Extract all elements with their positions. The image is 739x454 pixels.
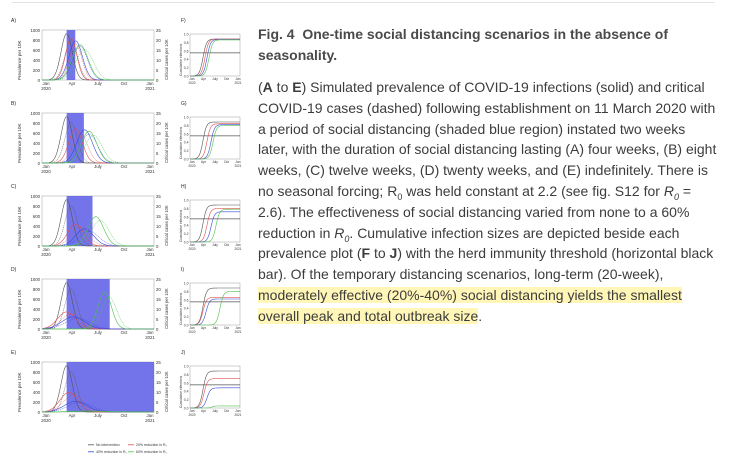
x-tick-label-cumulative: Jan	[189, 243, 195, 247]
x-tick-label: Apr	[68, 247, 76, 252]
x-year-label-cumulative: 2021	[234, 81, 242, 85]
x-tick-label-cumulative: Jan	[235, 326, 241, 330]
cumulative-curve	[190, 39, 240, 76]
cumulative-curve	[190, 40, 240, 77]
prevalence-plot-frame	[42, 196, 154, 246]
x-tick-label-cumulative: Apr	[201, 77, 206, 81]
x-year-label: 2020	[41, 86, 51, 91]
y-tick-label-cumulative: 0.0	[183, 406, 189, 411]
y-tick-label-right: 5	[156, 317, 159, 322]
cumulative-plot-frame	[190, 34, 240, 76]
y-tick-label-cumulative: 0.6	[183, 49, 189, 54]
y-axis-label-right: Critical cases per 10K	[164, 39, 169, 80]
y-tick-label-cumulative: 0.2	[183, 66, 189, 71]
x-tick-label-cumulative: Oct	[224, 160, 229, 164]
panel-letter-left: C)	[11, 184, 17, 190]
x-tick-label: Jan	[42, 330, 50, 335]
y-tick-label-cumulative: 1.0	[183, 281, 189, 286]
y-tick-label-right: 5	[156, 68, 159, 73]
x-tick-label-cumulative: Jan	[235, 77, 241, 81]
x-tick-label: Oct	[120, 330, 128, 335]
x-year-label-cumulative: 2020	[188, 164, 196, 168]
x-year-label-cumulative: 2021	[234, 413, 242, 417]
y-tick-label-cumulative: 1.0	[183, 364, 189, 369]
x-tick-label: Jan	[42, 247, 50, 252]
y-tick-label-cumulative: 0.4	[183, 140, 189, 145]
legend-label: 60% reduction in R₀	[136, 450, 168, 454]
y-tick-label-right: 0	[156, 244, 159, 249]
prevalence-plot-frame	[42, 30, 154, 80]
y-tick-label-cumulative: 0.4	[183, 306, 189, 311]
x-year-label-cumulative: 2021	[234, 164, 242, 168]
x-tick-label-cumulative: Oct	[224, 326, 229, 330]
x-tick-label-cumulative: Apr	[201, 243, 206, 247]
x-year-label: 2020	[41, 335, 51, 340]
x-year-label: 2021	[145, 418, 155, 423]
x-tick-label: Apr	[68, 330, 76, 335]
critical-cases-curve	[42, 50, 154, 81]
x-tick-label-cumulative: Jan	[189, 160, 195, 164]
y-tick-label-cumulative: 1.0	[183, 198, 189, 203]
cumulative-curve	[190, 297, 240, 325]
y-tick-label: 1000	[30, 277, 40, 282]
panel-letter-left: E)	[11, 350, 16, 356]
cumulative-plot-frame	[190, 366, 240, 408]
x-tick-label: July	[94, 247, 102, 252]
y-axis-label: Prevalence per 10K	[17, 289, 22, 329]
y-axis-label-cumulative: Cumulative infections	[179, 209, 183, 242]
y-tick-label: 600	[32, 131, 40, 136]
cumulative-plot-frame	[190, 117, 240, 159]
y-tick-label-cumulative: 0.2	[183, 315, 189, 320]
x-tick-label: Jan	[146, 247, 154, 252]
y-axis-label-right: Critical cases per 10K	[164, 371, 169, 412]
y-tick-label-right: 10	[156, 141, 161, 146]
y-tick-label-cumulative: 0.0	[183, 74, 189, 79]
panel-letter-left: D)	[11, 267, 17, 273]
x-year-label-cumulative: 2020	[188, 81, 196, 85]
y-tick-label-right: 0	[156, 327, 159, 332]
critical-cases-curve	[42, 123, 154, 163]
y-tick-label: 0	[37, 78, 40, 83]
y-tick-label: 0	[37, 161, 40, 166]
y-tick-label: 200	[32, 68, 40, 73]
figure-svg	[10, 14, 242, 454]
x-tick-label: Oct	[120, 413, 128, 418]
y-tick-label: 1000	[30, 28, 40, 33]
y-tick-label-right: 20	[156, 121, 161, 126]
y-tick-label-right: 20	[156, 370, 161, 375]
social-distancing-shade	[67, 30, 76, 80]
y-axis-label: Prevalence per 10K	[17, 206, 22, 246]
y-axis-label: Prevalence per 10K	[17, 372, 22, 412]
y-tick-label: 200	[32, 317, 40, 322]
critical-cases-curve	[42, 221, 154, 246]
x-tick-label: Apr	[68, 413, 76, 418]
x-year-label: 2021	[145, 252, 155, 257]
y-tick-label-right: 15	[156, 380, 161, 385]
y-tick-label-cumulative: 0.6	[183, 298, 189, 303]
x-year-label-cumulative: 2021	[234, 330, 242, 334]
x-tick-label-cumulative: Apr	[201, 326, 206, 330]
y-tick-label: 600	[32, 297, 40, 302]
y-axis-label-cumulative: Cumulative infections	[179, 292, 183, 325]
cumulative-curve	[190, 208, 240, 242]
y-tick-label-right: 20	[156, 38, 161, 43]
x-tick-label-cumulative: Apr	[201, 160, 206, 164]
x-tick-label: Apr	[68, 81, 76, 86]
x-year-label-cumulative: 2020	[188, 413, 196, 417]
y-tick-label: 400	[32, 58, 40, 63]
x-year-label: 2021	[145, 86, 155, 91]
y-tick-label-right: 25	[156, 111, 161, 116]
y-axis-label-right: Critical cases per 10K	[164, 288, 169, 329]
top-divider	[12, 2, 715, 3]
y-tick-label-right: 0	[156, 410, 159, 415]
x-tick-label: Oct	[120, 164, 128, 169]
y-tick-label: 200	[32, 151, 40, 156]
y-tick-label-right: 15	[156, 214, 161, 219]
y-tick-label-cumulative: 0.2	[183, 232, 189, 237]
x-tick-label-cumulative: Jan	[235, 160, 241, 164]
y-tick-label-cumulative: 0.4	[183, 223, 189, 228]
cumulative-plot-frame	[190, 200, 240, 242]
x-tick-label: Jan	[146, 413, 154, 418]
x-tick-label: Jan	[146, 330, 154, 335]
x-year-label-cumulative: 2020	[188, 330, 196, 334]
y-tick-label-right: 5	[156, 400, 159, 405]
y-tick-label-right: 10	[156, 390, 161, 395]
y-tick-label: 800	[32, 287, 40, 292]
y-tick-label: 800	[32, 204, 40, 209]
x-tick-label-cumulative: July	[212, 243, 218, 247]
x-tick-label-cumulative: Jan	[189, 77, 195, 81]
y-tick-label: 200	[32, 400, 40, 405]
y-tick-label-cumulative: 0.0	[183, 240, 189, 245]
social-distancing-shade	[67, 362, 154, 412]
y-tick-label: 400	[32, 390, 40, 395]
x-tick-label: July	[94, 413, 102, 418]
y-tick-label: 0	[37, 410, 40, 415]
x-tick-label-cumulative: Apr	[201, 409, 206, 413]
panel-letter-right: J)	[181, 350, 186, 356]
panel-letter-right: H)	[181, 184, 187, 190]
cumulative-curve	[190, 371, 240, 408]
x-tick-label: Jan	[42, 81, 50, 86]
y-tick-label: 400	[32, 307, 40, 312]
cumulative-curve	[190, 388, 240, 408]
y-tick-label-right: 25	[156, 28, 161, 33]
y-tick-label-cumulative: 0.2	[183, 398, 189, 403]
panel-letter-left: B)	[11, 101, 16, 107]
prevalence-curve	[42, 117, 154, 163]
cumulative-plot-frame	[190, 283, 240, 325]
cumulative-curve	[190, 205, 240, 242]
y-tick-label: 400	[32, 141, 40, 146]
y-tick-label-right: 20	[156, 287, 161, 292]
x-tick-label: Jan	[146, 164, 154, 169]
x-year-label: 2020	[41, 252, 51, 257]
y-tick-label: 1000	[30, 360, 40, 365]
y-tick-label: 0	[37, 327, 40, 332]
x-tick-label: July	[94, 164, 102, 169]
panel-letter-left: A)	[11, 18, 16, 24]
prevalence-curve	[42, 41, 154, 80]
x-year-label-cumulative: 2020	[188, 247, 196, 251]
panel-letter-right: I)	[181, 267, 185, 273]
prevalence-curve	[42, 34, 154, 80]
caption-fig-number: Fig. 4	[258, 26, 295, 42]
y-tick-label-right: 10	[156, 58, 161, 63]
y-tick-label-cumulative: 0.6	[183, 381, 189, 386]
x-tick-label: Jan	[146, 81, 154, 86]
critical-cases-curve	[42, 40, 154, 80]
critical-cases-curve	[42, 133, 154, 163]
legend-label: 20% reduction in R₀	[136, 443, 168, 447]
prevalence-curve	[42, 217, 154, 246]
y-tick-label: 0	[37, 244, 40, 249]
x-year-label: 2020	[41, 169, 51, 174]
cumulative-curve	[190, 291, 240, 325]
highlighted-finding: moderately effective (20%-40%) social distancing yields the smallest overall peak and total outbreak size	[258, 286, 682, 324]
y-tick-label: 600	[32, 48, 40, 53]
y-tick-label-cumulative: 0.0	[183, 157, 189, 162]
x-tick-label-cumulative: Jan	[235, 243, 241, 247]
y-tick-label: 800	[32, 38, 40, 43]
x-year-label: 2021	[145, 335, 155, 340]
y-axis-label-cumulative: Cumulative infections	[179, 375, 183, 408]
cumulative-curve	[190, 212, 240, 242]
prevalence-curve	[42, 200, 154, 246]
x-year-label-cumulative: 2021	[234, 247, 242, 251]
x-year-label: 2021	[145, 169, 155, 174]
cumulative-curve	[190, 39, 240, 76]
y-tick-label-right: 25	[156, 360, 161, 365]
x-tick-label-cumulative: July	[212, 409, 218, 413]
cumulative-curve	[190, 125, 240, 159]
y-tick-label-right: 25	[156, 194, 161, 199]
x-tick-label: Oct	[120, 81, 128, 86]
y-axis-label-right: Critical cases per 10K	[164, 205, 169, 246]
y-tick-label-cumulative: 0.2	[183, 149, 189, 154]
critical-cases-curve	[42, 206, 154, 246]
y-tick-label-cumulative: 0.8	[183, 289, 189, 294]
y-tick-label-cumulative: 0.8	[183, 372, 189, 377]
cumulative-curve	[190, 40, 240, 76]
figure-image	[10, 14, 242, 454]
y-tick-label-right: 0	[156, 78, 159, 83]
x-tick-label-cumulative: Oct	[224, 243, 229, 247]
x-tick-label-cumulative: Jan	[189, 326, 195, 330]
panel-letter-right: G)	[181, 101, 187, 107]
caption-body: (A to E) Simulated prevalence of COVID-19 infections (solid) and critical COVID-19 cases (dashed) following establishment on 11 March 2020 with a period of social distancing (shaded blue region) instated two weeks later, with the duration of social distancing lasting (A) four weeks, (B) eight weeks, (C) twelve weeks, (D) twenty weeks, and (E) indefinitely. There is no seasonal forcing; $R_0$ was held constant at 2.2 (see fig. S12 for $R_0 = 2.6$). The effectiveness of social distancing varied from none to a 60% reduction in $R_0$. Cumulative infection sizes are depicted beside each prevalence plot (F to J) with the herd immunity threshold (horizontal black bar). Of the temporary distancing scenarios, long-term (20-week), moderately effective (20%-40%) social distancing yields the smallest overall peak and total outbreak size.	[258, 79, 717, 324]
y-axis-label: Prevalence per 10K	[17, 40, 22, 80]
y-tick-label: 800	[32, 121, 40, 126]
legend-label: 40% reduction in R₀	[96, 450, 128, 454]
y-tick-label-cumulative: 0.8	[183, 206, 189, 211]
x-tick-label-cumulative: July	[212, 326, 218, 330]
x-tick-label-cumulative: Jan	[189, 409, 195, 413]
y-tick-label-right: 10	[156, 307, 161, 312]
prevalence-curve	[42, 131, 154, 163]
x-year-label: 2020	[41, 418, 51, 423]
y-tick-label-cumulative: 0.4	[183, 389, 189, 394]
cumulative-curve	[190, 299, 240, 325]
y-tick-label-cumulative: 1.0	[183, 115, 189, 120]
x-tick-label-cumulative: July	[212, 160, 218, 164]
y-tick-label-right: 20	[156, 204, 161, 209]
x-tick-label: Oct	[120, 247, 128, 252]
y-axis-label-cumulative: Cumulative infections	[179, 126, 183, 159]
cumulative-curve	[190, 379, 240, 408]
caption-title-text: One-time social distancing scenarios in the absence of seasonality.	[258, 26, 669, 63]
y-axis-label-right: Critical cases per 10K	[164, 122, 169, 163]
x-tick-label: Apr	[68, 164, 76, 169]
y-tick-label: 1000	[30, 111, 40, 116]
y-tick-label-right: 5	[156, 234, 159, 239]
y-axis-label-cumulative: Cumulative infections	[179, 43, 183, 76]
y-tick-label-cumulative: 0.8	[183, 123, 189, 128]
x-tick-label: July	[94, 330, 102, 335]
figure-caption	[258, 24, 718, 327]
cumulative-curve	[190, 288, 240, 325]
y-tick-label-cumulative: 0.4	[183, 57, 189, 62]
panel-letter-right: F)	[181, 18, 186, 24]
x-tick-label: July	[94, 81, 102, 86]
cumulative-curve	[190, 125, 240, 159]
x-tick-label-cumulative: Oct	[224, 77, 229, 81]
critical-cases-curve	[42, 135, 154, 163]
x-tick-label-cumulative: July	[212, 77, 218, 81]
y-tick-label-cumulative: 0.8	[183, 40, 189, 45]
y-tick-label: 600	[32, 380, 40, 385]
social-distancing-shade	[67, 196, 93, 246]
y-tick-label-right: 15	[156, 297, 161, 302]
legend-label: No intervention	[96, 443, 120, 447]
x-tick-label: Jan	[42, 164, 50, 169]
y-tick-label-right: 10	[156, 224, 161, 229]
y-axis-label: Prevalence per 10K	[17, 123, 22, 163]
y-tick-label-right: 25	[156, 277, 161, 282]
cumulative-curve	[190, 124, 240, 159]
y-tick-label-cumulative: 0.6	[183, 215, 189, 220]
y-tick-label-right: 0	[156, 161, 159, 166]
y-tick-label: 400	[32, 224, 40, 229]
x-tick-label: Jan	[42, 413, 50, 418]
y-tick-label-right: 5	[156, 151, 159, 156]
y-tick-label-cumulative: 0.0	[183, 323, 189, 328]
y-tick-label-right: 15	[156, 48, 161, 53]
y-tick-label: 200	[32, 234, 40, 239]
y-tick-label: 600	[32, 214, 40, 219]
y-tick-label-cumulative: 1.0	[183, 32, 189, 37]
caption-title	[258, 24, 718, 66]
x-tick-label-cumulative: Jan	[235, 409, 241, 413]
y-tick-label-cumulative: 0.6	[183, 132, 189, 137]
y-tick-label: 1000	[30, 194, 40, 199]
x-tick-label-cumulative: Oct	[224, 409, 229, 413]
prevalence-curve	[42, 38, 154, 80]
y-tick-label: 800	[32, 370, 40, 375]
y-tick-label-right: 15	[156, 131, 161, 136]
